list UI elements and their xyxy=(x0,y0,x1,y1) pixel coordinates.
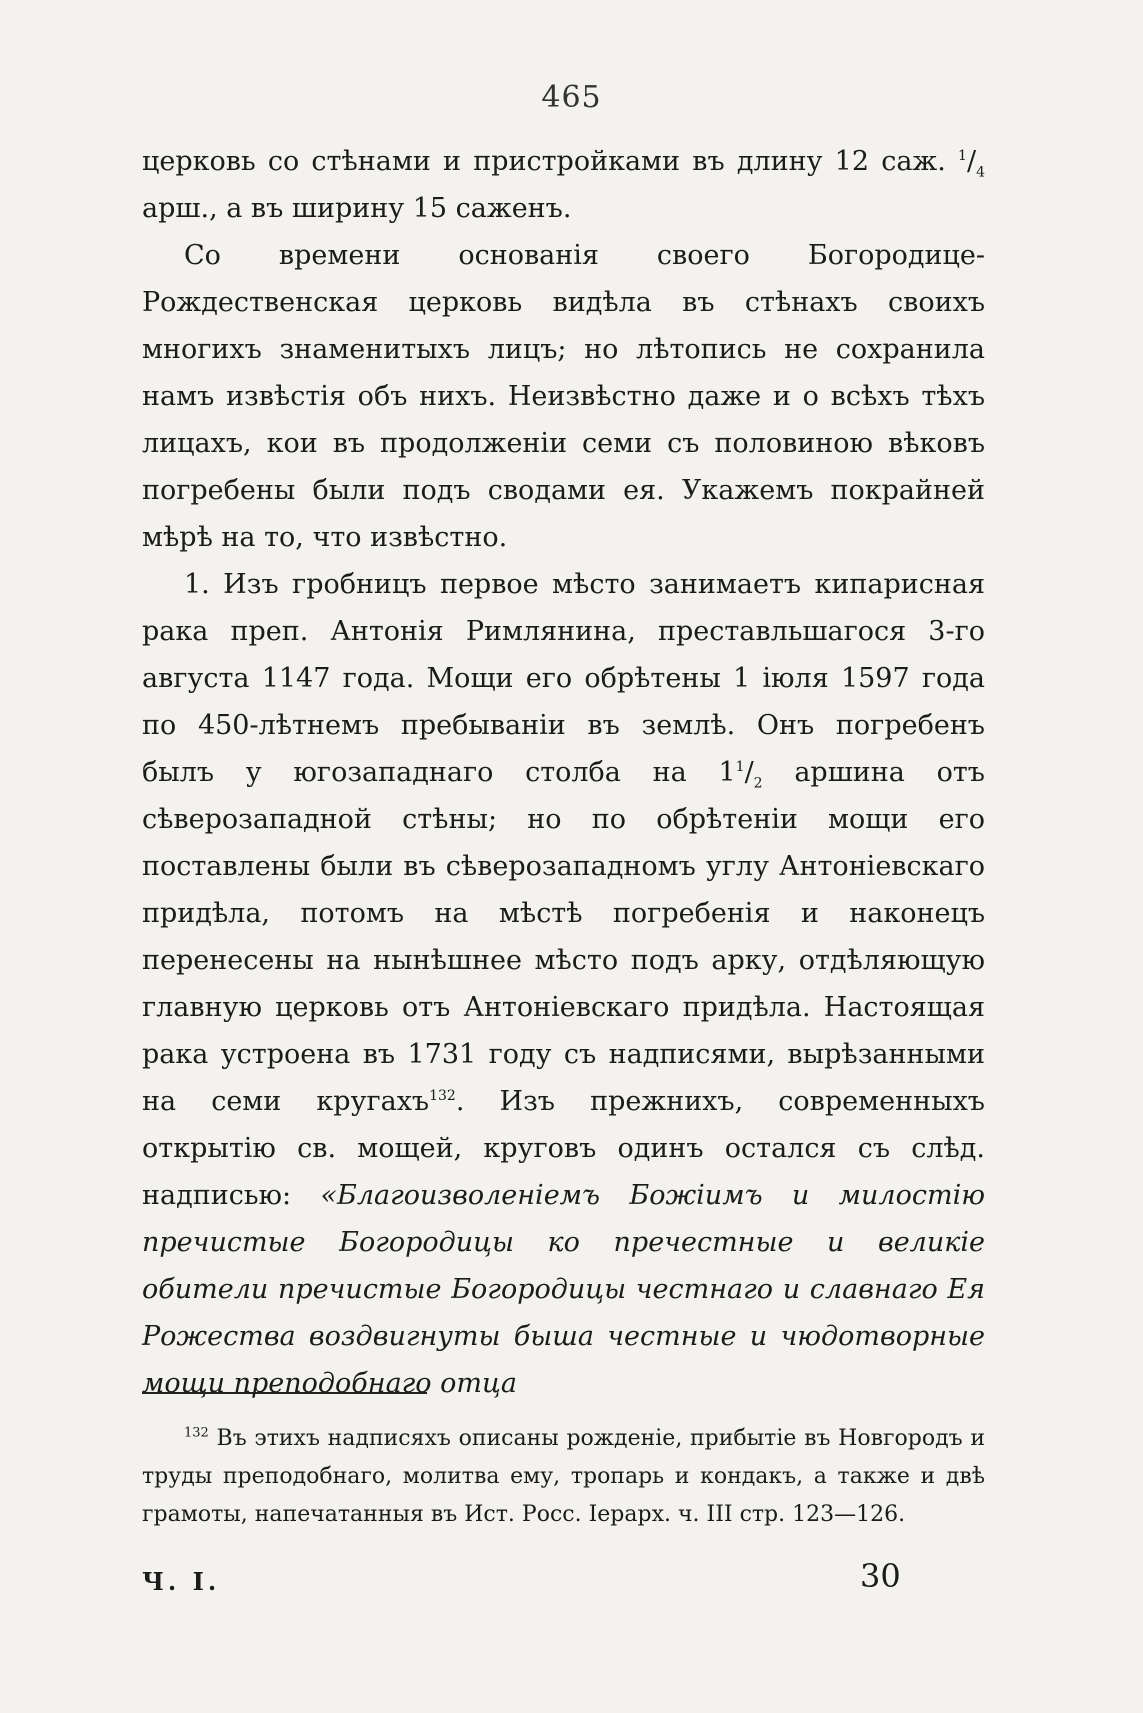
text-run: . Изъ прежнихъ, современныхъ открытію св. мощей, круговъ одинъ остался съ слѣд. надписью: xyxy=(142,1086,985,1211)
text-run: Со времени основанія своего Богородице-Рождественская церковь видѣла въ стѣнахъ своихъ многихъ знаменитыхъ лицъ; но лѣтопись не сохранила намъ извѣстія объ нихъ. Неизвѣстно даже и о всѣхъ тѣхъ лицахъ, кои въ продолженіи семи съ половиною вѣковъ погребены были подъ сводами ея. Укажемъ покрайней мѣрѣ на то, что извѣстно. xyxy=(142,240,985,553)
footnote-paragraph xyxy=(142,1420,985,1534)
signature-mark: Ч. I. xyxy=(142,1567,221,1596)
fraction-denominator: 2 xyxy=(753,775,763,792)
fraction: $1^1/_2$ xyxy=(718,757,763,792)
footnote-mark: 132 xyxy=(184,1425,209,1441)
footnote-text: Въ этихъ надписяхъ описаны рожденіе, прибытіе въ Новгородъ и труды преподобнаго, молитва ему, тропарь и кондакъ, а также и двѣ грамоты, напечатанныя въ Ист. Росс. Іерарх. ч. III стр. 123—126. xyxy=(142,1426,985,1527)
fraction-numerator: 1 xyxy=(958,148,967,164)
paragraph xyxy=(142,232,985,561)
footnote-reference: 132 xyxy=(429,1088,456,1104)
fraction: $^1/_4$ xyxy=(958,146,985,181)
paragraph xyxy=(142,138,985,232)
text-run: 1. Изъ гробницъ первое мѣсто занимаетъ кипарисная рака преп. Антонія Римлянина, преставльшагося 3-го августа 1147 года. Мощи его обрѣтены 1 іюля 1597 года по 450-лѣтнемъ пребываніи въ землѣ. Онъ погребенъ былъ у югозападнаго столба на xyxy=(142,569,985,788)
fraction-denominator: 4 xyxy=(976,164,985,181)
footnote-separator xyxy=(142,1392,427,1394)
paragraph xyxy=(142,561,985,1407)
text-run: церковь со стѣнами и пристройками въ длину 12 саж. xyxy=(142,146,959,177)
text-run: аршина отъ сѣверозападной стѣны; но по обрѣтеніи мощи его поставлены были въ сѣверозападномъ углу Антоніевскаго придѣла, потомъ на мѣстѣ погребенія и наконецъ перенесены на нынѣшнее мѣсто подъ арку, отдѣляющую главную церковь отъ Антоніевскаго придѣла. Настоящая рака устроена въ 1731 году съ надписями, вырѣзанными на семи кругахъ xyxy=(142,757,985,1117)
italic-quote: «Благоизволеніемъ Божіимъ и милостію пречистые Богородицы ко пречестные и великіе обители пречистые Богородицы честнаго и славнаго Ея Рожества воздвигнуты быша честные и чюдотворные мощи преподобнаго отца xyxy=(142,1180,985,1399)
text-run: арш., а въ ширину 15 саженъ. xyxy=(142,193,572,224)
sheet-number: 30 xyxy=(860,1557,901,1595)
main-text xyxy=(142,138,985,1407)
fraction-numerator: 1 xyxy=(735,759,745,775)
fraction-whole: 1 xyxy=(718,757,736,788)
footnote xyxy=(142,1420,985,1534)
page-number: 465 xyxy=(541,80,602,115)
